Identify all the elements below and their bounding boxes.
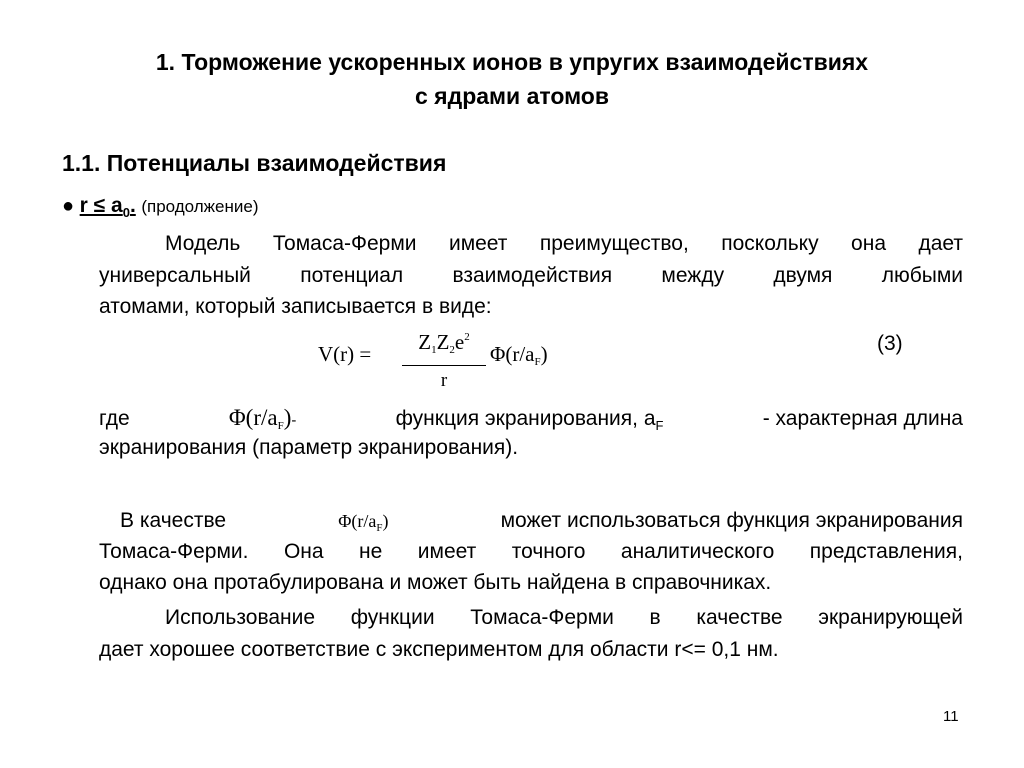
phi-inline-close: ) — [382, 511, 389, 531]
bullet-condition-subscript: 0 — [122, 205, 130, 221]
slide-title-line-2: с ядрами атомов — [415, 83, 609, 109]
phi-inline-sub: F — [376, 522, 383, 534]
paragraph-2-line-2: экранирования (параметр экранирования). — [99, 436, 519, 459]
paragraph-3-line-2: Томаса-Ферми. Она не имеет точного аналитического представления, — [99, 540, 963, 563]
paragraph-2-line-1 — [99, 405, 963, 433]
section-heading: 1.1. Потенциалы взаимодействия — [62, 150, 447, 176]
phi-dash: - — [291, 412, 297, 429]
formula-e-sup: 2 — [464, 331, 470, 343]
bullet-symbol: ● — [62, 195, 75, 217]
formula-z2-sub: 2 — [449, 344, 455, 356]
paragraph-2-text-1-main: функция экранирования, a — [395, 407, 656, 430]
bullet-note: (продолжение) — [141, 197, 259, 216]
paragraph-1-line-3: атомами, который записывается в виде: — [99, 295, 492, 318]
formula-phi-sub: F — [534, 356, 541, 368]
formula-z1: Z — [418, 330, 432, 354]
paragraph-3-line-3: однако она протабулирована и может быть найдена в справочниках. — [99, 571, 772, 594]
potential-formula — [318, 322, 598, 391]
bullet-item — [62, 194, 259, 220]
equation-number: (3) — [877, 332, 903, 355]
paragraph-4-line-1: Использование функции Томаса-Ферми в качестве экранирующей — [165, 606, 963, 629]
slide-title-line-1: 1. Торможение ускоренных ионов в упругих взаимодействиях — [155, 49, 869, 75]
af-subscript: F — [655, 418, 664, 434]
bullet-condition-dot: . — [129, 194, 136, 217]
bullet-condition-text: r ≤ a — [79, 194, 123, 217]
bullet-condition — [79, 194, 136, 221]
formula-z1-sub: 1 — [431, 344, 437, 356]
paragraph-3-text-1: может использоваться функция экранирования — [500, 509, 963, 532]
formula-lhs: V(r) = — [318, 342, 372, 366]
paragraph-3-line-1 — [120, 509, 963, 534]
phi-expression — [229, 405, 297, 432]
paragraph-2-text-2: - характерная длина — [762, 407, 963, 430]
phi-expression-sub: F — [277, 420, 284, 432]
paragraph-1-line-2: универсальный потенциал взаимодействия между двумя любыми — [99, 264, 963, 287]
phi-expression-close: ) — [283, 405, 292, 430]
formula-z2: Z — [436, 330, 450, 354]
paragraph-4-line-2: дает хорошее соответствие с экспериментом для области r<= 0,1 нм. — [99, 638, 779, 661]
formula-denominator: r — [440, 370, 448, 391]
paragraph-3-prefix: В качестве — [120, 509, 227, 532]
formula-phi-close: ) — [540, 342, 548, 366]
formula-fraction — [400, 322, 488, 396]
phi-expression-inline — [338, 511, 388, 534]
phi-expression-text: Φ(r/a — [228, 405, 278, 430]
formula-e: e — [454, 330, 465, 354]
phi-inline-text: Φ(r/a — [338, 511, 377, 531]
formula-numerator — [400, 322, 488, 365]
formula-rhs — [490, 342, 548, 368]
paragraph-1-line-1: Модель Томаса-Ферми имеет преимущество, поскольку она дает — [165, 232, 963, 255]
formula-phi: Φ(r/a — [490, 342, 535, 366]
paragraph-2-prefix: где — [99, 407, 130, 430]
paragraph-2-text-1 — [396, 407, 664, 433]
page-number: 11 — [943, 708, 959, 725]
